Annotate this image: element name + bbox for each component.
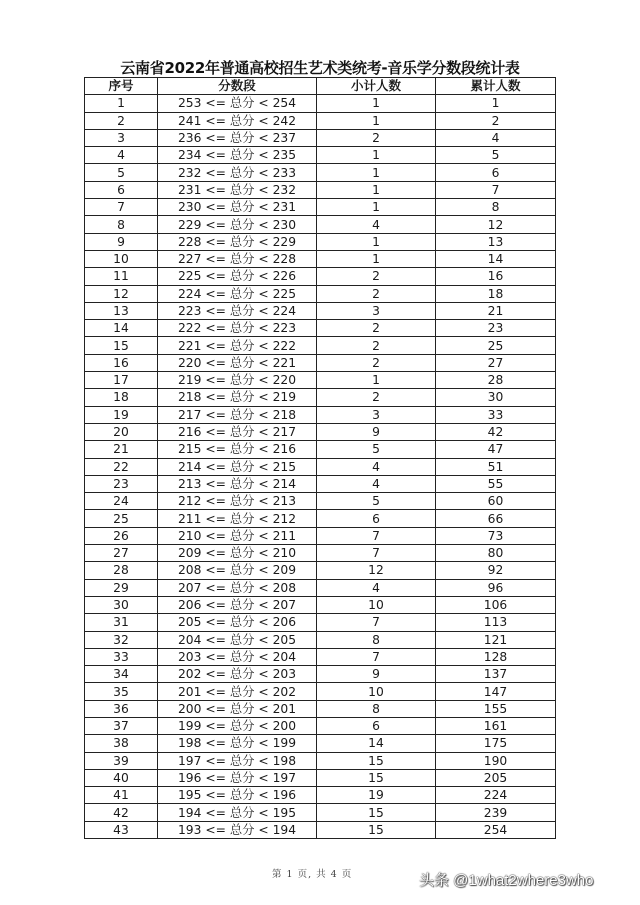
table-row [85,354,556,371]
table-row [85,441,556,458]
cell-index: 25 [85,510,158,527]
table-row [85,250,556,267]
cell-index: 20 [85,423,158,440]
header-cumulative: 累计人数 [436,78,556,95]
table-row [85,614,556,631]
cell-cumulative: 155 [436,700,556,717]
cell-subtotal: 1 [317,233,436,250]
cell-subtotal: 1 [317,147,436,164]
cell-index: 5 [85,164,158,181]
cell-index: 21 [85,441,158,458]
cell-cumulative: 23 [436,320,556,337]
cell-score-range: 231 <= 总分 < 232 [158,181,317,198]
table-row [85,752,556,769]
cell-cumulative: 42 [436,423,556,440]
cell-score-range: 208 <= 总分 < 209 [158,562,317,579]
cell-cumulative: 13 [436,233,556,250]
cell-score-range: 207 <= 总分 < 208 [158,579,317,596]
cell-subtotal: 2 [317,320,436,337]
table-row [85,493,556,510]
cell-score-range: 228 <= 总分 < 229 [158,233,317,250]
table-row [85,596,556,613]
cell-cumulative: 18 [436,285,556,302]
table-row [85,268,556,285]
cell-cumulative: 80 [436,545,556,562]
cell-index: 4 [85,147,158,164]
cell-subtotal: 15 [317,804,436,821]
cell-index: 29 [85,579,158,596]
cell-index: 31 [85,614,158,631]
cell-score-range: 223 <= 总分 < 224 [158,302,317,319]
cell-cumulative: 66 [436,510,556,527]
cell-index: 6 [85,181,158,198]
table-row [85,285,556,302]
cell-score-range: 202 <= 总分 < 203 [158,666,317,683]
cell-cumulative: 128 [436,648,556,665]
cell-index: 37 [85,717,158,734]
cell-subtotal: 5 [317,493,436,510]
cell-index: 1 [85,95,158,112]
cell-subtotal: 10 [317,596,436,613]
cell-cumulative: 16 [436,268,556,285]
cell-index: 23 [85,475,158,492]
cell-cumulative: 5 [436,147,556,164]
table-row [85,199,556,216]
table-row [85,164,556,181]
cell-score-range: 225 <= 总分 < 226 [158,268,317,285]
table-row [85,233,556,250]
cell-subtotal: 2 [317,285,436,302]
table-row [85,683,556,700]
cell-cumulative: 4 [436,129,556,146]
cell-subtotal: 1 [317,164,436,181]
cell-score-range: 227 <= 总分 < 228 [158,250,317,267]
cell-subtotal: 4 [317,458,436,475]
table-row [85,302,556,319]
cell-cumulative: 224 [436,787,556,804]
table-row [85,666,556,683]
table-row [85,510,556,527]
cell-score-range: 232 <= 总分 < 233 [158,164,317,181]
table-row [85,475,556,492]
cell-index: 12 [85,285,158,302]
header-subtotal: 小计人数 [317,78,436,95]
cell-score-range: 221 <= 总分 < 222 [158,337,317,354]
cell-subtotal: 1 [317,112,436,129]
cell-score-range: 198 <= 总分 < 199 [158,735,317,752]
cell-index: 43 [85,821,158,838]
cell-cumulative: 33 [436,406,556,423]
cell-cumulative: 205 [436,769,556,786]
cell-score-range: 253 <= 总分 < 254 [158,95,317,112]
cell-index: 8 [85,216,158,233]
cell-index: 7 [85,199,158,216]
table-row [85,372,556,389]
cell-cumulative: 239 [436,804,556,821]
cell-index: 42 [85,804,158,821]
header-index: 序号 [85,78,158,95]
cell-cumulative: 21 [436,302,556,319]
cell-index: 36 [85,700,158,717]
cell-score-range: 203 <= 总分 < 204 [158,648,317,665]
table-body [85,95,556,839]
cell-score-range: 216 <= 总分 < 217 [158,423,317,440]
cell-index: 38 [85,735,158,752]
cell-subtotal: 7 [317,527,436,544]
table-row [85,216,556,233]
cell-cumulative: 25 [436,337,556,354]
page-footer: 第 1 页, 共 4 页 [272,869,353,880]
cell-index: 13 [85,302,158,319]
cell-score-range: 199 <= 总分 < 200 [158,717,317,734]
cell-cumulative: 27 [436,354,556,371]
cell-subtotal: 2 [317,129,436,146]
cell-subtotal: 7 [317,545,436,562]
cell-subtotal: 1 [317,372,436,389]
cell-cumulative: 73 [436,527,556,544]
cell-index: 14 [85,320,158,337]
cell-index: 16 [85,354,158,371]
cell-score-range: 204 <= 总分 < 205 [158,631,317,648]
cell-index: 17 [85,372,158,389]
table-row [85,545,556,562]
cell-subtotal: 6 [317,510,436,527]
cell-cumulative: 1 [436,95,556,112]
cell-cumulative: 190 [436,752,556,769]
cell-subtotal: 8 [317,700,436,717]
cell-index: 15 [85,337,158,354]
table-row [85,562,556,579]
cell-cumulative: 51 [436,458,556,475]
cell-index: 3 [85,129,158,146]
cell-index: 34 [85,666,158,683]
cell-subtotal: 2 [317,337,436,354]
cell-subtotal: 2 [317,268,436,285]
cell-cumulative: 106 [436,596,556,613]
table-row [85,147,556,164]
cell-score-range: 196 <= 总分 < 197 [158,769,317,786]
cell-score-range: 197 <= 总分 < 198 [158,752,317,769]
cell-subtotal: 4 [317,216,436,233]
cell-subtotal: 5 [317,441,436,458]
cell-score-range: 209 <= 总分 < 210 [158,545,317,562]
cell-score-range: 217 <= 总分 < 218 [158,406,317,423]
table-row [85,648,556,665]
cell-subtotal: 15 [317,752,436,769]
cell-score-range: 200 <= 总分 < 201 [158,700,317,717]
cell-score-range: 224 <= 总分 < 225 [158,285,317,302]
cell-index: 35 [85,683,158,700]
cell-subtotal: 9 [317,666,436,683]
cell-cumulative: 92 [436,562,556,579]
table-row [85,527,556,544]
cell-index: 32 [85,631,158,648]
cell-score-range: 230 <= 总分 < 231 [158,199,317,216]
cell-score-range: 218 <= 总分 < 219 [158,389,317,406]
cell-cumulative: 30 [436,389,556,406]
cell-score-range: 193 <= 总分 < 194 [158,821,317,838]
cell-score-range: 213 <= 总分 < 214 [158,475,317,492]
cell-score-range: 222 <= 总分 < 223 [158,320,317,337]
table-row [85,579,556,596]
cell-score-range: 210 <= 总分 < 211 [158,527,317,544]
cell-subtotal: 10 [317,683,436,700]
cell-index: 30 [85,596,158,613]
cell-cumulative: 113 [436,614,556,631]
table-header-row [85,78,556,95]
cell-score-range: 236 <= 总分 < 237 [158,129,317,146]
cell-index: 9 [85,233,158,250]
cell-cumulative: 7 [436,181,556,198]
cell-cumulative: 12 [436,216,556,233]
cell-cumulative: 28 [436,372,556,389]
cell-subtotal: 3 [317,302,436,319]
cell-cumulative: 2 [436,112,556,129]
cell-index: 28 [85,562,158,579]
cell-score-range: 195 <= 总分 < 196 [158,787,317,804]
cell-score-range: 234 <= 总分 < 235 [158,147,317,164]
cell-cumulative: 14 [436,250,556,267]
cell-score-range: 201 <= 总分 < 202 [158,683,317,700]
cell-subtotal: 15 [317,821,436,838]
table-row [85,320,556,337]
cell-subtotal: 7 [317,648,436,665]
table-row [85,821,556,838]
cell-subtotal: 6 [317,717,436,734]
cell-score-range: 211 <= 总分 < 212 [158,510,317,527]
cell-subtotal: 4 [317,475,436,492]
cell-subtotal: 7 [317,614,436,631]
cell-score-range: 241 <= 总分 < 242 [158,112,317,129]
cell-index: 41 [85,787,158,804]
cell-index: 2 [85,112,158,129]
cell-score-range: 219 <= 总分 < 220 [158,372,317,389]
cell-cumulative: 96 [436,579,556,596]
cell-index: 33 [85,648,158,665]
cell-cumulative: 147 [436,683,556,700]
cell-cumulative: 121 [436,631,556,648]
table-row [85,337,556,354]
cell-index: 40 [85,769,158,786]
table-row [85,700,556,717]
cell-subtotal: 2 [317,354,436,371]
table-row [85,458,556,475]
cell-cumulative: 60 [436,493,556,510]
cell-index: 11 [85,268,158,285]
cell-subtotal: 9 [317,423,436,440]
cell-cumulative: 175 [436,735,556,752]
table-row [85,406,556,423]
cell-cumulative: 137 [436,666,556,683]
cell-index: 10 [85,250,158,267]
cell-index: 24 [85,493,158,510]
table-row [85,787,556,804]
table-row [85,129,556,146]
cell-subtotal: 1 [317,95,436,112]
watermark: 头条 @1what2where3who [419,872,594,889]
cell-subtotal: 3 [317,406,436,423]
cell-score-range: 212 <= 总分 < 213 [158,493,317,510]
cell-subtotal: 2 [317,389,436,406]
table-row [85,735,556,752]
header-score-range: 分数段 [158,78,317,95]
cell-subtotal: 1 [317,199,436,216]
cell-subtotal: 1 [317,250,436,267]
cell-cumulative: 47 [436,441,556,458]
cell-index: 19 [85,406,158,423]
cell-score-range: 214 <= 总分 < 215 [158,458,317,475]
cell-cumulative: 8 [436,199,556,216]
cell-subtotal: 4 [317,579,436,596]
table-row [85,112,556,129]
cell-score-range: 220 <= 总分 < 221 [158,354,317,371]
cell-score-range: 229 <= 总分 < 230 [158,216,317,233]
table-row [85,389,556,406]
table-row [85,804,556,821]
cell-subtotal: 1 [317,181,436,198]
cell-cumulative: 55 [436,475,556,492]
cell-cumulative: 254 [436,821,556,838]
cell-cumulative: 6 [436,164,556,181]
cell-subtotal: 15 [317,769,436,786]
cell-subtotal: 19 [317,787,436,804]
table-row [85,423,556,440]
cell-score-range: 206 <= 总分 < 207 [158,596,317,613]
cell-index: 27 [85,545,158,562]
cell-cumulative: 161 [436,717,556,734]
cell-index: 18 [85,389,158,406]
cell-index: 39 [85,752,158,769]
cell-subtotal: 8 [317,631,436,648]
cell-index: 22 [85,458,158,475]
cell-score-range: 194 <= 总分 < 195 [158,804,317,821]
document-title: 云南省2022年普通高校招生艺术类统考-音乐学分数段统计表 [120,59,520,77]
cell-score-range: 215 <= 总分 < 216 [158,441,317,458]
cell-subtotal: 12 [317,562,436,579]
table-row [85,717,556,734]
table-row [85,181,556,198]
table-row [85,631,556,648]
cell-subtotal: 14 [317,735,436,752]
cell-index: 26 [85,527,158,544]
table-row [85,95,556,112]
cell-score-range: 205 <= 总分 < 206 [158,614,317,631]
score-distribution-table [84,77,556,839]
table-row [85,769,556,786]
